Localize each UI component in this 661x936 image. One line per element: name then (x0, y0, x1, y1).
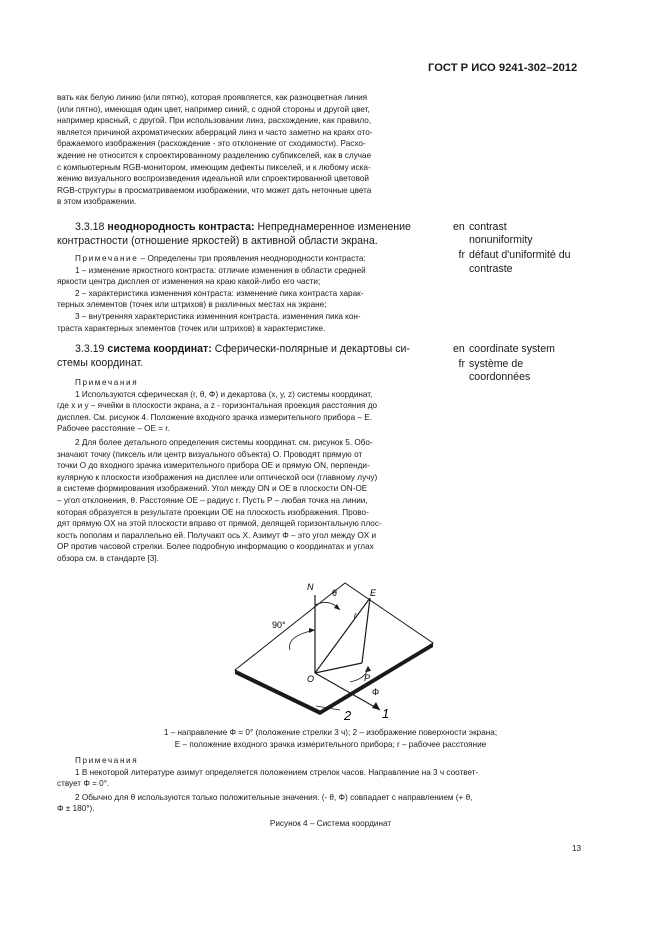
term-coordinate-system: система координат: (107, 343, 212, 355)
text-line: Рабочее расстояние – OE = r. (57, 424, 170, 434)
en-term: nonuniformity (469, 234, 533, 247)
coordinate-system-figure (220, 578, 450, 723)
document-header: ГОСТ Р ИСО 9241-302–2012 (428, 62, 578, 74)
text-line: в этом изображении. (57, 197, 137, 207)
legend-line: 1 – направление Φ = 0° (положение стрелки 3 ч); 2 – изображение поверхности экрана; (163, 728, 498, 737)
notes-title: Примечания (75, 756, 139, 765)
label-r: r (354, 611, 357, 620)
definition-text: контрастности (отношение яркостей) в активной области экрана. (57, 234, 378, 247)
figure-caption: Рисунок 4 – Система координат (269, 819, 392, 828)
term-contrast-nonuniformity: неоднородность контраста: (107, 221, 255, 233)
fr-term: coordonnées (469, 371, 531, 384)
text-line: например красный, с другой. При использовании линз, расхождение, как правило, (57, 116, 372, 126)
lang-code-fr: fr (458, 249, 465, 262)
text-line: где x и y – ячейки в плоскости экрана, а z - горизонтальная проекция расстояния до (57, 401, 378, 411)
text-line: дят прямую OX на этой плоскости вправо от прямой, делящей горизонтальную плос- (57, 519, 382, 529)
fr-term: contraste (469, 262, 513, 275)
text-line: бражаемого изображения (расхождение - это отклонение от сходимости). Расхо- (57, 139, 366, 149)
text-line: 1 Используются сферическая (r, θ, Φ) и декартова (x, y, z) системы координат, (75, 389, 373, 399)
section-3318-definition (57, 221, 438, 248)
text-line: – угол отклонения, θ. Расстояние OE – радиус r. Пусть P – любая точка на линии, (57, 495, 368, 505)
lang-code-en: en (453, 343, 465, 355)
section-3319-translations (453, 343, 643, 385)
lang-code-fr: fr (458, 358, 465, 371)
text-line: 1 В некоторой литературе азимут определяется положением стрелок часов. Направление на 3 ч соответ- (75, 767, 479, 777)
intro-paragraph (57, 92, 438, 208)
text-line: кулярную к плоскости изображения на дисплее или оптической оси (главному лучу) (57, 472, 378, 482)
section-3319-definition (57, 343, 438, 370)
notes-title: Примечания (75, 378, 139, 387)
en-term: contrast (469, 221, 507, 233)
text-line: вать как белую линию (или пятно), которая проявляется, как разноцветная линия (57, 93, 368, 102)
section-number: 3.3.19 (75, 343, 105, 355)
text-line: – Определены три проявления неоднородности контраста: (140, 254, 366, 263)
label-1: 1 (382, 706, 390, 721)
text-line: 1 – изменение яркостного контраста: отличие изменения в области средней (75, 265, 366, 275)
fr-term: système de (469, 358, 524, 371)
text-line: которая образуется в результате проекции OE на плоскость изображения. Прово- (57, 507, 369, 517)
label-phi: Φ (372, 687, 380, 697)
section-3318-translations (453, 221, 643, 276)
text-line: значают точку (пиксель или центр визуального объекта) O. Проводят прямую от (57, 449, 363, 459)
text-line: терных элементов (точек или штрихов) в различных местах на экране; (57, 300, 327, 310)
text-line: в системе формирования изображений. Угол между ON и OE в плоскости ON-OE (57, 484, 368, 494)
text-line: является причиной ахроматических аберраций линз и часто заметно на краях ото- (57, 127, 373, 137)
page-number: 13 (572, 844, 582, 853)
definition-text: стемы координат. (57, 356, 144, 369)
text-line: кость пополам и параллельно ей. Получают ось X. Азимут Φ – это угол между OX и (57, 530, 377, 540)
section-3318-note (57, 253, 438, 334)
text-line: ствует Φ = 0°. (57, 779, 110, 789)
text-line: Φ ± 180°). (57, 804, 95, 814)
label-2: 2 (344, 708, 352, 723)
text-line: яркости центра дисплея от изменения на краю какой-либо его части; (57, 277, 321, 287)
text-line: жению визуального воспроизведения идеальной или спроектированной цветовой (57, 174, 369, 184)
legend-line: E – положение входного зрачка измерительного прибора; r – рабочее расстояние (174, 739, 487, 749)
definition-text: Непреднамеренное изменение (254, 221, 411, 233)
note-title: Примечание (75, 254, 139, 263)
lang-code-en: en (453, 221, 465, 233)
section-number: 3.3.18 (75, 221, 105, 233)
fr-term: défaut d'uniformité du (469, 249, 571, 262)
label-o: O (307, 674, 315, 684)
en-term: coordinate system (469, 343, 555, 355)
text-line: точки O до входного зрачка измерительного прибора OE и прямую ON, перпенди- (57, 461, 370, 471)
figure-notes (57, 755, 605, 815)
label-n: N (307, 582, 314, 592)
text-line: 2 – характеристика изменения контраста: изменение пика контраста харак- (75, 288, 364, 298)
text-line: RGB-структуры в просматриваемом изображении, что может дать неточные цвета (57, 185, 372, 195)
figure-legend (60, 727, 601, 750)
label-e: E (370, 588, 377, 598)
text-line: 2 Обычно для θ используются только положительные значения. (- θ, Φ) совпадает с направлением (+ θ, (75, 792, 473, 802)
definition-text: Сферически-полярные и декартовы си- (211, 343, 410, 355)
label-90: 90° (272, 620, 286, 630)
label-p: P (364, 673, 371, 683)
text-line: (или пятно), имеющая один цвет, например синий, с одной стороны и другой цвет, (57, 104, 370, 114)
section-3319-notes (57, 377, 438, 565)
text-line: ждение не относится к спроектированному разделению субпикселей, как в случае (57, 150, 372, 160)
text-line: траста характерных элементов (точек или штрихов) в характеристике. (57, 323, 326, 333)
label-theta: θ (332, 588, 338, 598)
text-line: 2 Для более детального определения системы координат. см. рисунок 5. Обо- (75, 437, 373, 447)
text-line: дисплея. См. рисунок 4. Положение входного зрачка измерительного прибора – E. (57, 412, 373, 422)
text-line: 3 – внутренняя характеристика изменения контраста. изменения пика кон- (75, 311, 361, 321)
text-line: с компьютерным RGB-монитором, имеющим дефекты пикселей, и к любому иска- (57, 162, 371, 172)
text-line: OP против часовой стрелки. Более подробную информацию о координатах и углах (57, 542, 374, 552)
text-line: обзора см. в стандарте [3]. (57, 553, 159, 563)
